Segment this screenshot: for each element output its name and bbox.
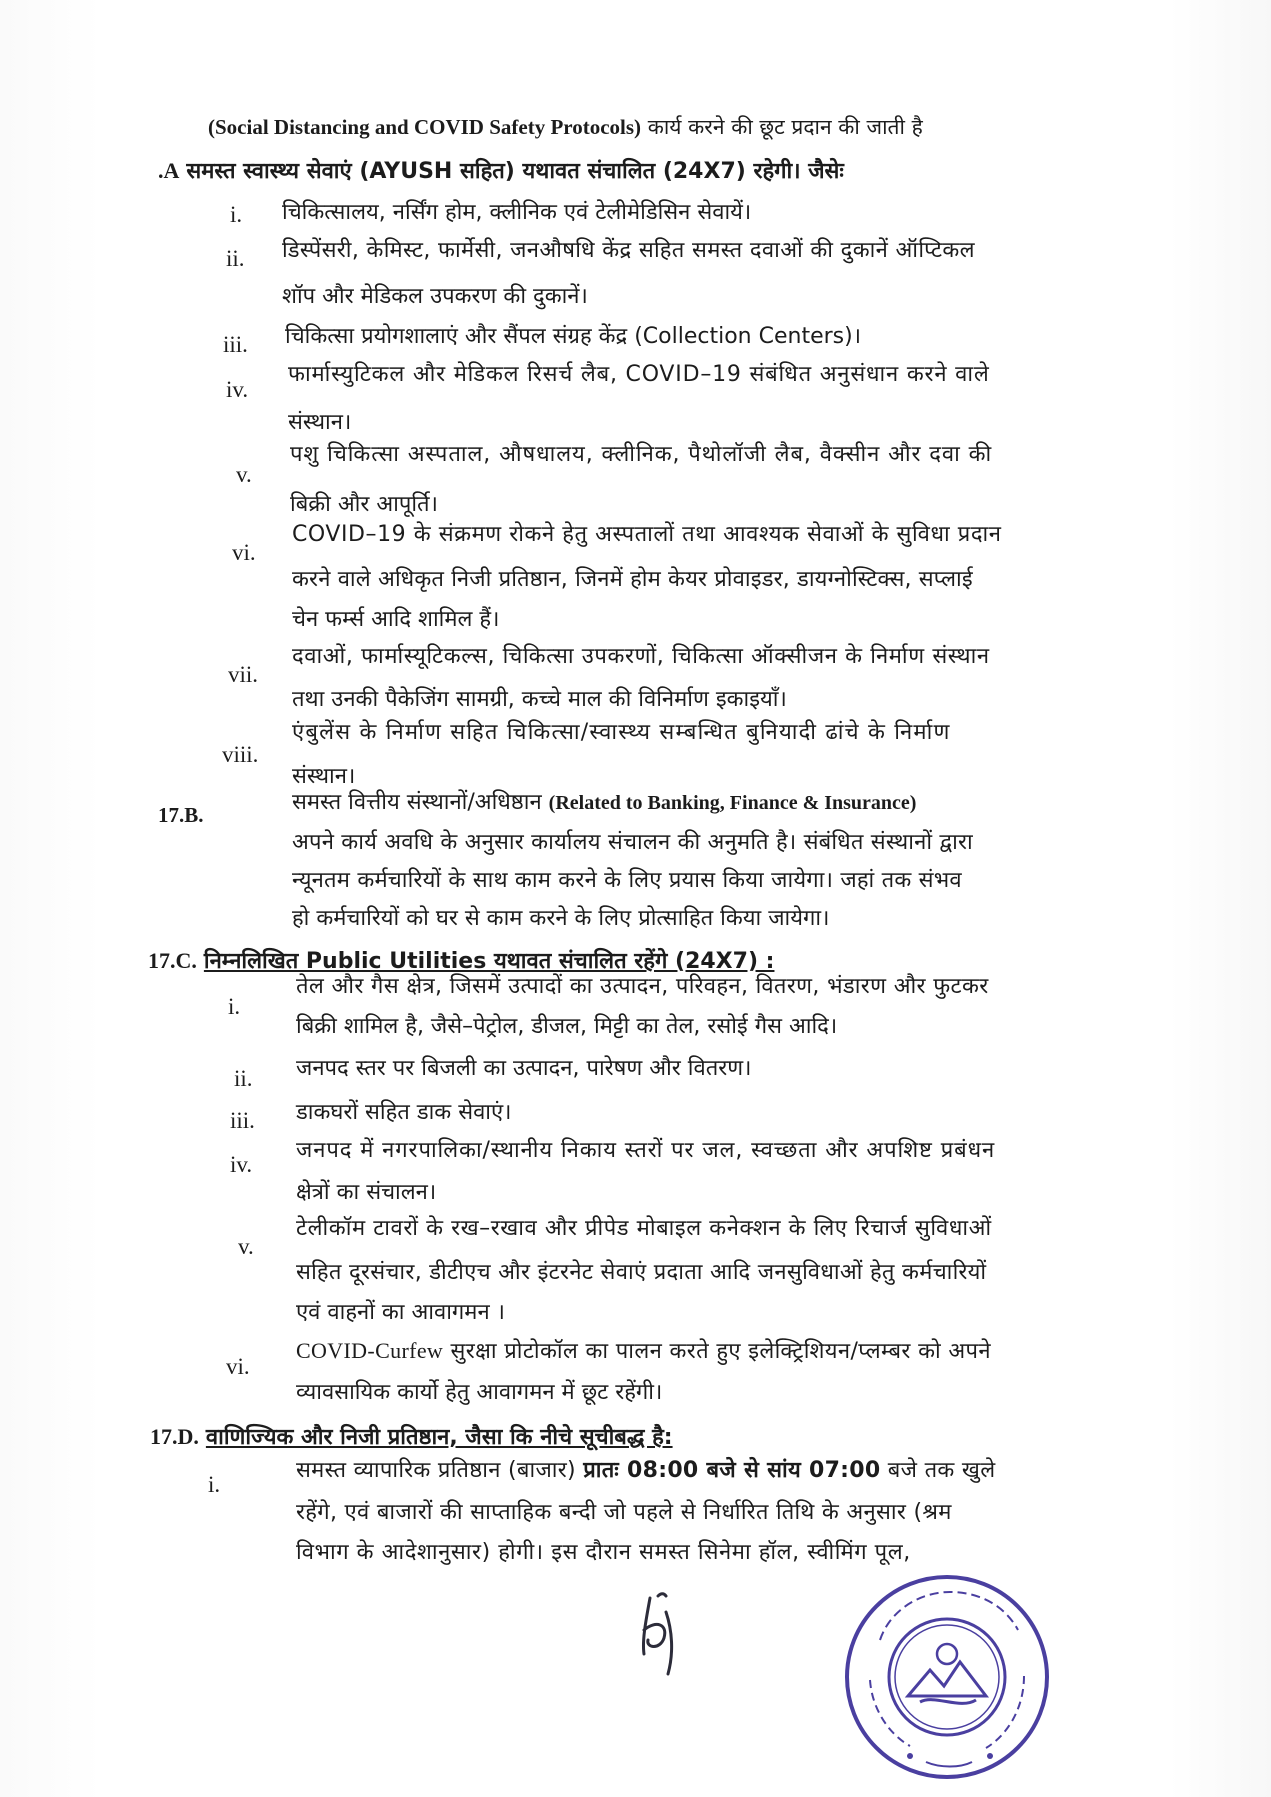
list-item: शॉप और मेडिकल उपकरण की दुकानें। bbox=[282, 284, 588, 309]
official-stamp bbox=[840, 1570, 1055, 1785]
item-numeral: vi. bbox=[232, 540, 256, 565]
signature-mark bbox=[628, 1590, 698, 1680]
list-item: फार्मास्युटिकल और मेडिकल रिसर्च लैब, COVID–19 संबंधित अनुसंधान करने वाले bbox=[288, 362, 990, 387]
list-item: चिकित्सालय, नर्सिंग होम, क्लीनिक एवं टेलीमेडिसिन सेवायें। bbox=[282, 200, 752, 225]
item-numeral: iii. bbox=[223, 332, 248, 357]
item-numeral: ii. bbox=[234, 1066, 253, 1091]
list-item: एंबुलेंस के निर्माण सहित चिकित्सा/स्वास्थ्य सम्बन्धित बुनियादी ढांचे के निर्माण bbox=[292, 720, 951, 745]
item-numeral: v. bbox=[236, 462, 252, 487]
list-item: तथा उनकी पैकेजिंग सामग्री, कच्चे माल की विनिर्माण इकाइयाँ। bbox=[292, 687, 787, 712]
item-numeral: i. bbox=[230, 202, 243, 227]
item-numeral: vii. bbox=[228, 662, 259, 687]
list-item: जनपद में नगरपालिका/स्थानीय निकाय स्तरों पर जल, स्वच्छता और अपशिष्ट प्रबंधन bbox=[296, 1138, 996, 1163]
item-numeral: vi. bbox=[226, 1354, 250, 1379]
section-a-heading: .A समस्त स्वास्थ्य सेवाएं (AYUSH सहित) यथावत संचालित (24X7) रहेगी। जैसेः bbox=[158, 158, 844, 184]
list-item: संस्थान। bbox=[288, 410, 352, 435]
item-numeral: iv. bbox=[230, 1152, 253, 1177]
list-item: तेल और गैस क्षेत्र, जिसमें उत्पादों का उत्पादन, परिवहन, वितरण, भंडारण और फुटकर bbox=[296, 974, 989, 999]
list-item: डाकघरों सहित डाक सेवाएं। bbox=[296, 1100, 512, 1125]
list-item: विभाग के आदेशानुसार) होगी। इस दौरान समस्त सिनेमा हॉल, स्वीमिंग पूल, bbox=[296, 1540, 911, 1565]
list-item: दवाओं, फार्मास्यूटिकल्स, चिकित्सा उपकरणों, चिकित्सा ऑक्सीजन के निर्माण संस्थान bbox=[292, 644, 990, 669]
section-17b-text: समस्त वित्तीय संस्थानों/अधिष्ठान (Related to Banking, Finance & Insurance) bbox=[292, 790, 917, 815]
list-item: टेलीकॉम टावरों के रख–रखाव और प्रीपेड मोबाइल कनेक्शन के लिए रिचार्ज सुविधाओं bbox=[296, 1216, 992, 1241]
item-numeral: iv. bbox=[226, 377, 249, 402]
list-item: संस्थान। bbox=[292, 764, 356, 789]
item-numeral: iii. bbox=[230, 1108, 255, 1133]
list-item: COVID-Curfew सुरक्षा प्रोटोकॉल का पालन करते हुए इलेक्ट्रिशियन/प्लम्बर को अपने bbox=[296, 1338, 991, 1364]
list-item: चेन फर्म्स आदि शामिल हैं। bbox=[292, 607, 500, 632]
section-17c-heading: 17.C. निम्नलिखित Public Utilities यथावत संचालित रहेंगे (24X7) : bbox=[148, 948, 775, 974]
list-item: व्यावसायिक कार्यो हेतु आवागमन में छूट रहेंगी। bbox=[296, 1380, 663, 1405]
item-numeral: i. bbox=[208, 1472, 221, 1497]
intro-line: (Social Distancing and COVID Safety Protocols) कार्य करने की छूट प्रदान की जाती है bbox=[208, 115, 923, 139]
list-item: पशु चिकित्सा अस्पताल, औषधालय, क्लीनिक, पैथोलॉजी लैब, वैक्सीन और दवा की bbox=[290, 442, 993, 467]
list-item: चिकित्सा प्रयोगशालाएं और सैंपल संग्रह केंद्र (Collection Centers)। bbox=[285, 324, 862, 349]
list-item: सहित दूरसंचार, डीटीएच और इंटरनेट सेवाएं प्रदाता आदि जनसुविधाओं हेतु कर्मचारियों bbox=[296, 1260, 987, 1285]
item-numeral: viii. bbox=[222, 742, 259, 767]
list-item: क्षेत्रों का संचालन। bbox=[296, 1180, 437, 1205]
list-item: डिस्पेंसरी, केमिस्ट, फार्मेसी, जनऔषधि केंद्र सहित समस्त दवाओं की दुकानें ऑप्टिकल bbox=[282, 238, 975, 263]
list-item: जनपद स्तर पर बिजली का उत्पादन, पारेषण और वितरण। bbox=[296, 1056, 752, 1081]
item-numeral: ii. bbox=[226, 246, 245, 271]
list-item: करने वाले अधिकृत निजी प्रतिष्ठान, जिनमें होम केयर प्रोवाइडर, डायग्नोस्टिक्स, सप्लाई bbox=[292, 567, 973, 592]
section-17d-heading: 17.D. वाणिज्यिक और निजी प्रतिष्ठान, जैसा कि नीचे सूचीबद्ध है: bbox=[150, 1424, 673, 1450]
list-item: COVID–19 के संक्रमण रोकने हेतु अस्पतालों तथा आवश्यक सेवाओं के सुविधा प्रदान bbox=[292, 522, 1002, 547]
list-item: समस्त व्यापारिक प्रतिष्ठान (बाजार) प्रातः 08:00 बजे से सांय 07:00 बजे तक खुले bbox=[296, 1458, 996, 1483]
list-item: रहेंगे, एवं बाजारों की साप्ताहिक बन्दी जो पहले से निर्धारित तिथि के अनुसार (श्रम bbox=[296, 1500, 952, 1525]
section-17b-text: हो कर्मचारियों को घर से काम करने के लिए प्रोत्साहित किया जायेगा। bbox=[292, 906, 830, 931]
item-numeral: v. bbox=[238, 1234, 254, 1259]
section-17b-text: न्यूनतम कर्मचारियों के साथ काम करने के लिए प्रयास किया जायेगा। जहां तक संभव bbox=[292, 868, 962, 893]
section-17b-label: 17.B. bbox=[158, 803, 204, 827]
section-17b-text: अपने कार्य अवधि के अनुसार कार्यालय संचालन की अनुमति है। संबंधित संस्थानों द्वारा bbox=[292, 830, 973, 855]
list-item: बिक्री और आपूर्ति। bbox=[290, 492, 438, 517]
item-numeral: i. bbox=[228, 994, 241, 1019]
list-item: एवं वाहनों का आवागमन । bbox=[296, 1300, 505, 1325]
list-item: बिक्री शामिल है, जैसे–पेट्रोल, डीजल, मिट्टी का तेल, रसोई गैस आदि। bbox=[296, 1014, 838, 1039]
